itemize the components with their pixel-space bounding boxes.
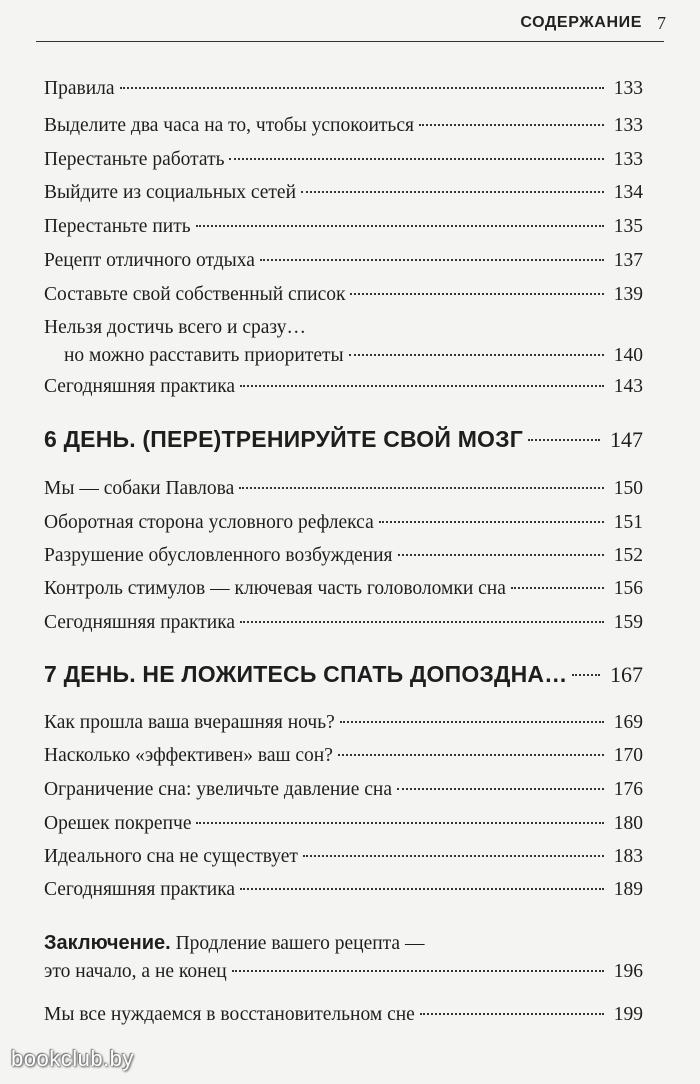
toc-entry (44, 711, 643, 735)
leader-dots (240, 888, 604, 890)
leader-dots (196, 822, 603, 824)
leader-dots (229, 158, 603, 160)
toc-entry (44, 845, 643, 869)
toc-entry-title: Мы — собаки Павлова (44, 478, 235, 499)
leader-dots (196, 225, 604, 227)
toc-entry (44, 778, 643, 802)
toc-entry-title: Выделите два часа на то, чтобы успокоиться (44, 115, 414, 136)
toc-entry (44, 283, 643, 307)
toc-entry-title: Насколько «эффективен» ваш сон? (44, 745, 333, 766)
toc-entry-page: 134 (613, 182, 643, 203)
conclusion-title-continued: это начало, а не конец (44, 961, 227, 982)
toc-entry (44, 544, 643, 568)
toc-entry (44, 77, 643, 101)
toc-entry-title-continued: но можно расставить приоритеты (64, 345, 344, 366)
toc-entry-title: Рецепт отличного отдыха (44, 250, 255, 271)
chapter-title: 7 ДЕНЬ. НЕ ЛОЖИТЕСЬ СПАТЬ ДОПОЗДНА… (44, 661, 568, 687)
leader-dots (379, 521, 604, 523)
leader-dots (301, 191, 604, 193)
toc-entry-page: 189 (613, 879, 643, 900)
toc-entry-title: Идеального сна не существует (44, 846, 298, 867)
toc-entry-title: Ограничение сна: увеличьте давление сна (44, 779, 392, 800)
toc-entry (44, 960, 643, 984)
toc-entry-page: 150 (613, 478, 643, 499)
chapter-heading (44, 662, 643, 687)
toc-entry-page: 139 (613, 284, 643, 305)
toc-entry-page: 151 (613, 512, 643, 533)
leader-dots (420, 1013, 604, 1015)
leader-dots (260, 259, 604, 261)
toc-entry-title: Нельзя достичь всего и сразу… (44, 317, 306, 338)
toc-entry-page: 133 (613, 149, 643, 170)
toc-entry-title: Орешек покрепче (44, 813, 192, 834)
chapter-title: 6 ДЕНЬ. (ПЕРЕ)ТРЕНИРУЙТЕ СВОЙ МОЗГ (44, 426, 523, 452)
toc-entry-page: 170 (613, 745, 643, 766)
conclusion-heading (44, 931, 424, 956)
running-head-title: СОДЕРЖАНИЕ (520, 14, 642, 31)
toc-entry (44, 878, 643, 902)
toc-entry-title: Сегодняшняя практика (44, 879, 236, 900)
leader-dots (232, 970, 604, 972)
toc-entry (44, 148, 643, 172)
toc-entry (44, 375, 643, 399)
toc-entry-title: Контроль стимулов — ключевая часть головоломки сна (44, 578, 506, 599)
toc-entry (44, 477, 643, 501)
toc-entry (44, 611, 643, 635)
toc-entry (44, 215, 643, 239)
chapter-page: 147 (610, 427, 643, 452)
toc-entry-page: 133 (613, 78, 643, 99)
toc-entry (44, 181, 643, 205)
toc-entry-page: 135 (613, 216, 643, 237)
toc-entry (64, 344, 643, 368)
toc-entry (44, 511, 643, 535)
leader-dots (398, 554, 604, 556)
leader-dots (240, 385, 604, 387)
toc-entry-title: Перестаньте пить (44, 216, 191, 237)
toc-entry-page: 156 (613, 578, 643, 599)
toc-entry (44, 249, 643, 273)
toc-entry-title: Сегодняшняя практика (44, 376, 236, 397)
leader-dots (340, 721, 604, 723)
toc-entry-page: 159 (613, 612, 643, 633)
leader-dots (419, 124, 604, 126)
toc-entry-title: Сегодняшняя практика (44, 612, 236, 633)
toc-entry-page: 140 (613, 345, 643, 366)
toc-entry (44, 114, 643, 138)
chapter-heading (44, 427, 643, 452)
leader-dots (239, 487, 604, 489)
leader-dots (511, 587, 604, 589)
leader-dots (338, 754, 604, 756)
toc-entry (44, 812, 643, 836)
toc-entry-page: 133 (613, 115, 643, 136)
toc-entry-title: Оборотная сторона условного рефлекса (44, 512, 374, 533)
toc-entry-title: Перестаньте работать (44, 149, 225, 170)
toc-entry-page: 196 (613, 961, 643, 982)
toc-entry (44, 744, 643, 768)
leader-dots (240, 621, 604, 623)
toc-entry-page: 169 (613, 712, 643, 733)
toc-entry-title: Правила (44, 78, 115, 99)
toc-entry-page: 143 (613, 376, 643, 397)
toc-entry-title: Составьте свой собственный список (44, 284, 346, 305)
toc-entry-title: Разрушение обусловленного возбуждения (44, 545, 393, 566)
leader-dots (303, 855, 604, 857)
leader-dots (397, 788, 604, 790)
toc-entry (44, 577, 643, 601)
leader-dots (572, 674, 600, 676)
toc-entry-page: 199 (613, 1004, 643, 1025)
leader-dots (350, 293, 603, 295)
toc-entry-title: Выйдите из социальных сетей (44, 182, 297, 203)
toc-entry-title: Мы все нуждаемся в восстановительном сне (44, 1004, 415, 1025)
watermark: bookclub.by (11, 1046, 134, 1071)
conclusion-label: Заключение. (44, 932, 171, 954)
toc-entry (44, 1003, 643, 1027)
toc-entry-page: 176 (613, 779, 643, 800)
leader-dots (120, 87, 604, 89)
chapter-page: 167 (610, 662, 643, 687)
toc-entry-page: 183 (613, 846, 643, 867)
leader-dots (349, 354, 604, 356)
running-head-page-number: 7 (657, 13, 666, 33)
leader-dots (528, 439, 600, 441)
toc-entry-page: 137 (613, 250, 643, 271)
toc-entry-page: 152 (613, 545, 643, 566)
toc-entry-page: 180 (613, 813, 643, 834)
header-rule (36, 41, 664, 42)
conclusion-title: Продление вашего рецепта — (175, 933, 425, 954)
toc-entry-title: Как прошла ваша вчерашняя ночь? (44, 712, 335, 733)
